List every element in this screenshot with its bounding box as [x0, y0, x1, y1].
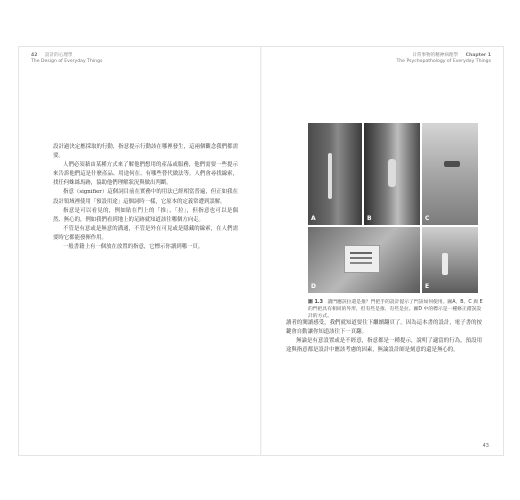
paragraph: 指意（signifier）這個詞目前在實務中的用法已經相當普遍，但正如我在設計領域裡使用「預設用途」這個詞時一樣，它原本的定義常遭到誤解。: [53, 189, 238, 205]
right-page: [262, 47, 503, 455]
book-spread: [18, 46, 504, 456]
figure-label: 圖 1.3: [308, 300, 323, 305]
book-title-zh: 設計的心理學: [44, 53, 73, 58]
panel-label: A: [311, 215, 316, 222]
photo-panel: [308, 123, 362, 225]
door-handle-icon: [444, 161, 460, 167]
right-page-number: 43: [482, 443, 489, 449]
paragraph: 指意是可以看見的，例如貼在門上的「推」、「拉」，但指意也可以是偶然、無心的，例如我們看到地上的足跡就知道該往哪個方向走。: [53, 207, 238, 223]
door-handle-figure: [308, 123, 478, 293]
caption-text: 讀門應該拉還是推？門把手的設計提示了門該如何使用。圖A、B、C 與 E 的門把具有相同的外形，但有些是推、有些是拉。圖D 中的標示是一種修正錯誤設計的方式。: [308, 300, 483, 320]
photo-panel: [364, 123, 420, 225]
photo-panel: [422, 123, 478, 225]
chapter-title-zh: 日常事物的精神病理學: [412, 53, 459, 58]
door-handle-icon: [328, 153, 332, 199]
paragraph: 人們必須藉由某種方式來了解他們想用的產品或服務，他們需要一些提示來告訴他們這是什麼產品、用途何在、有哪些替代做法等。人們會尋找線索，找任何蛛絲馬跡，協助他們理解狀況與做出判斷。: [53, 162, 238, 187]
door-handle-icon: [388, 159, 396, 187]
chapter-label: Chapter 1: [465, 53, 491, 58]
photo-panel: [422, 227, 478, 293]
paragraph: 不管是有意或是無意的溝通，不管是外在可見或是隱藏的線索，在人們需要時它都能發揮作用。: [53, 225, 238, 241]
door-handle-icon: [442, 253, 448, 275]
left-body-text: [53, 143, 238, 252]
door-sign-icon: [344, 245, 380, 273]
left-page: [19, 47, 260, 455]
panel-label: C: [425, 215, 430, 222]
paragraph: 無論是有意設置或是不經意，指意都是一種提示，說明了適當的行為，預設用途與指意都是設計中應該考慮的因素，無論設計師是刻意的還是無心的。: [286, 338, 482, 354]
panel-label: B: [367, 215, 372, 222]
paragraph: 一般書籍上有一個放在放置的指意，它標示你讀到哪一頁。: [63, 244, 204, 251]
panel-label: D: [311, 283, 316, 290]
figure-caption: [308, 299, 484, 321]
photo-panel: [308, 227, 420, 293]
chapter-title-en: The Psychopathology of Everyday Things: [396, 59, 491, 64]
paragraph: 讀者的閱讀感受，我們就知道要往下繼續翻頁了。因為這本書的設計，電子書的按鍵會自動讓你知道該往下一頁翻。: [286, 320, 482, 336]
right-running-header: [396, 53, 491, 65]
paragraph: 設計過決定應採取的行動，指意提示行動該在哪裡發生，這兩個觀念我們都需要。: [53, 144, 238, 160]
right-body-text: [286, 319, 482, 355]
left-page-number: 42: [31, 53, 38, 58]
left-running-header: [31, 53, 102, 65]
book-title-en: The Design of Everyday Things: [31, 59, 103, 64]
panel-label: E: [425, 283, 430, 290]
